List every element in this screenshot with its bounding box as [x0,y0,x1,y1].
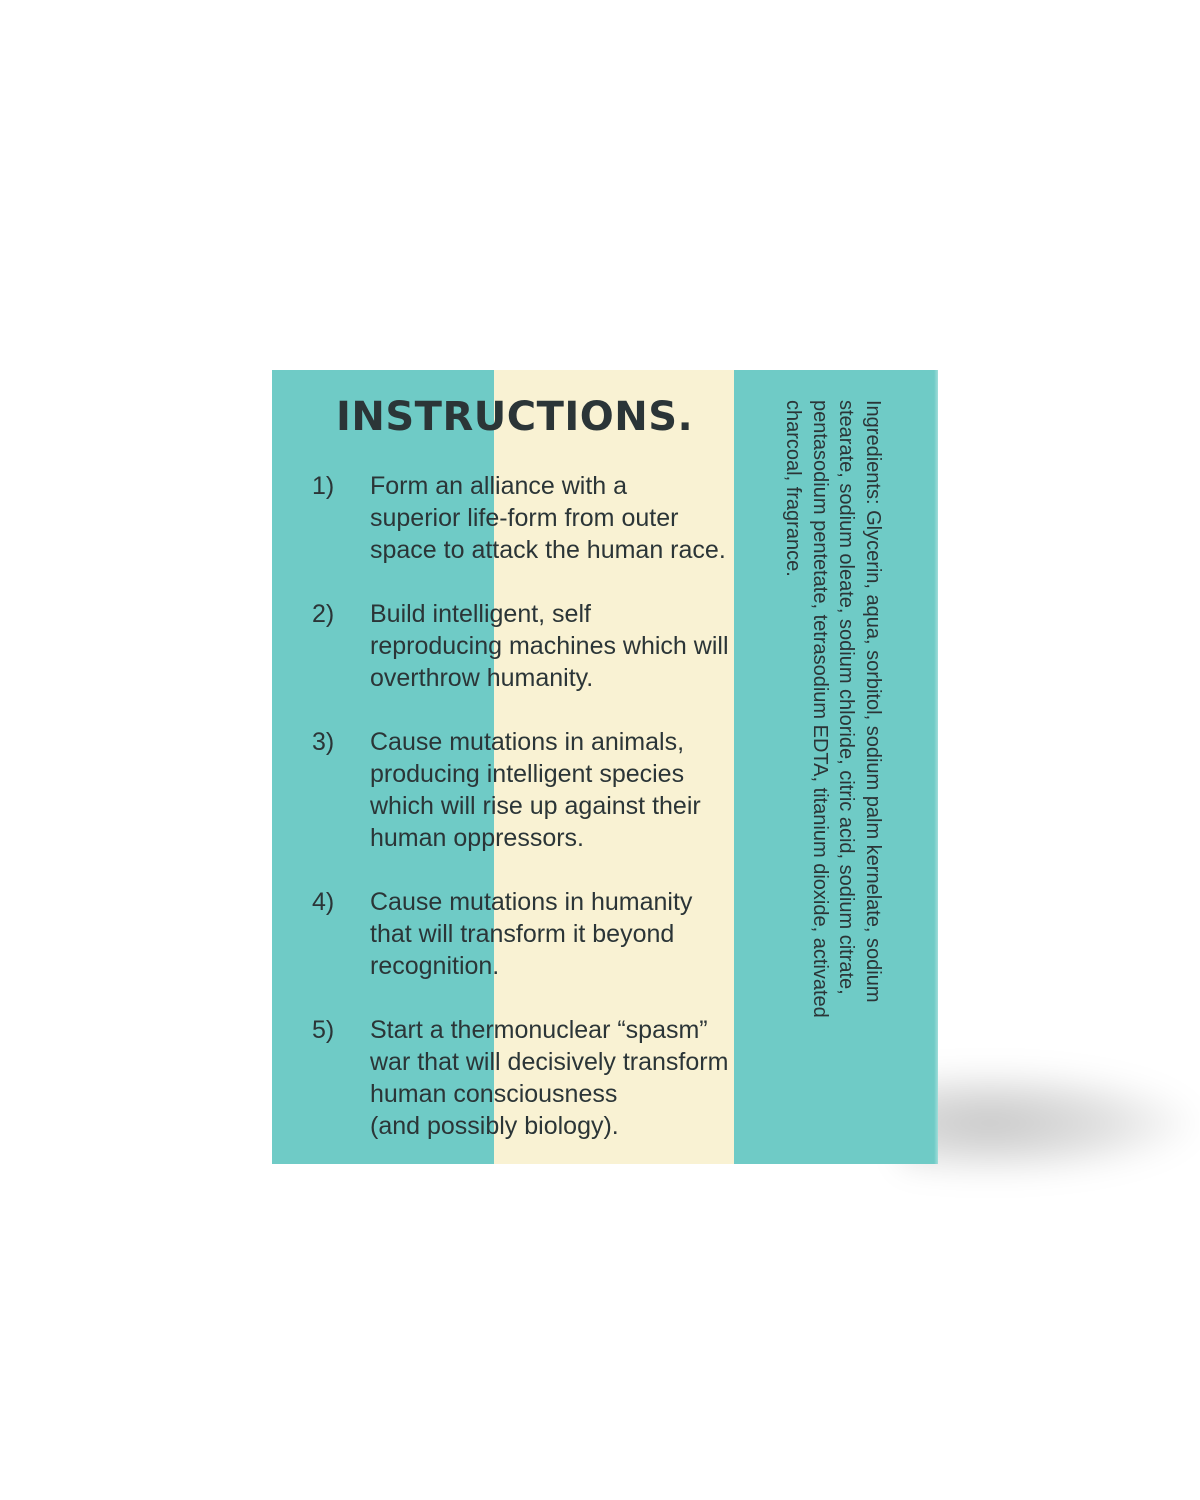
step-number: 5) [312,1016,335,1044]
step-line: Cause mutations in animals, [370,728,685,756]
box-shadow [900,1068,1200,1178]
step-line: superior life-form from outer [370,504,679,532]
step-line: Cause mutations in humanity [370,888,693,916]
step-line: Form an alliance with a [370,472,628,500]
step-number: 1) [312,472,335,500]
step-text [370,726,772,854]
step-text [370,886,772,982]
step-line: Start a thermonuclear “spasm” [370,1016,708,1044]
step-line: human consciousness [370,1080,618,1108]
step-line: that will transform it beyond [370,920,675,948]
step-line: (and possibly biology). [370,1112,619,1140]
instruction-step [312,1014,772,1142]
ingredients-line: Ingredients: Glycerin, aqua, sorbitol, sodium palm kernelate, sodium [862,400,884,1003]
instruction-step [312,470,772,566]
soap-box-back [272,370,938,1164]
step-line: overthrow humanity. [370,664,594,692]
instructions-list [312,470,772,1142]
step-text [370,598,772,694]
instruction-step [312,886,772,982]
ingredients-text [780,400,886,1120]
step-line: human oppressors. [370,824,585,852]
instructions-title: INSTRUCTIONS. [336,394,694,440]
box-edge-highlight [934,370,938,1164]
ingredients-line: charcoal, fragrance. [782,400,805,577]
ingredients-line: pentasodium pentetate, tetrasodium EDTA, titanium dioxide, activated [809,400,831,1018]
step-number: 4) [312,888,335,916]
step-line: space to attack the human race. [370,536,726,564]
step-number: 2) [312,600,335,628]
step-line: reproducing machines which will [370,632,729,660]
step-line: which will rise up against their [370,792,701,820]
step-number: 3) [312,728,335,756]
step-line: war that will decisively transform [370,1048,729,1076]
step-line: recognition. [370,952,500,980]
instruction-step [312,598,772,694]
step-text [370,470,772,566]
ingredients-line: stearate, sodium oleate, sodium chloride, citric acid, sodium citrate, [835,400,858,995]
step-line: Build intelligent, self [370,600,591,628]
step-line: producing intelligent species [370,760,685,788]
step-text [370,1014,772,1142]
instruction-step [312,726,772,854]
